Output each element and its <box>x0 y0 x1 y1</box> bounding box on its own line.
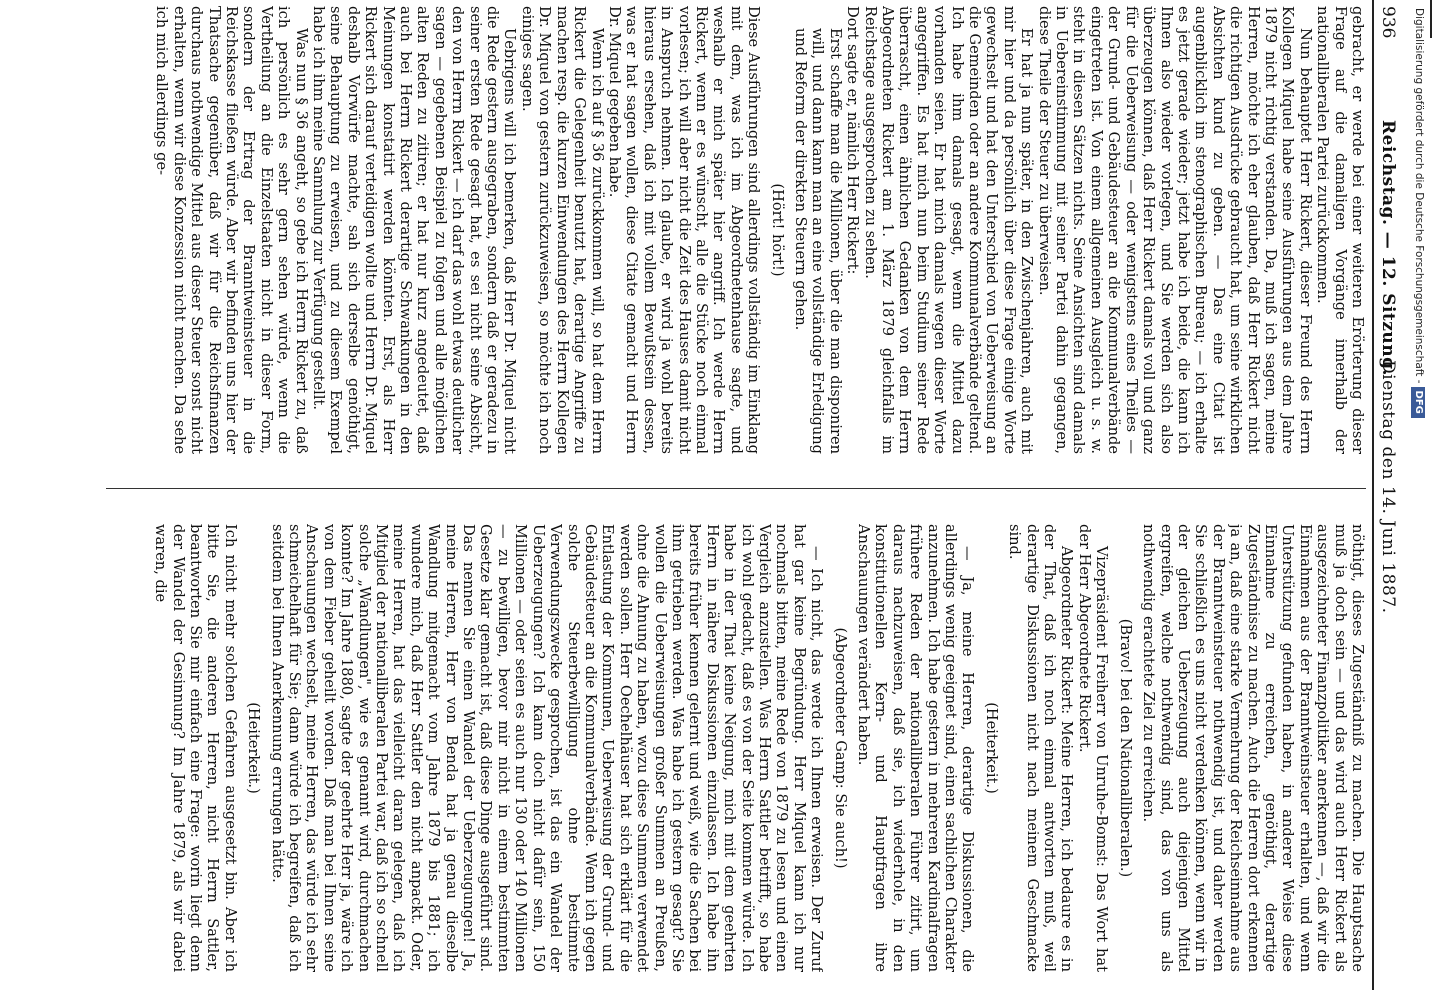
paragraph: gebracht, er werde bei einer weiteren Erörterung dieser Frage auf die damaligen Vorgänge innerhalb der nationalliberalen Partei zurückkommen. <box>1314 6 1366 454</box>
header-title: Reichstag. — 12. Sitzung. <box>1378 120 1398 376</box>
paragraph: Vizepräsident Freiherr von Unruhe-Bomst: Das Wort hat der Herr Abgeordnete Rickert. <box>1075 524 1111 972</box>
interjection: (Heiterkeit.) <box>982 702 1000 794</box>
digitization-sidebar <box>1408 0 1430 1000</box>
header-date: Dienstag den 14. Juni 1887. <box>1378 360 1398 614</box>
paragraph: Ich nicht mehr solchen Gefahren ausgesetzt bin. Aber ich bitte Sie, die anderen Herren, nicht Herrn Sattler, beantworten Sie mir einfach eine Frage: worin liegt denn der Wandel der Gesinnung? Im Jahre 1879, als wir dabei waren, die <box>152 524 239 972</box>
paragraph: Er hat ja nun später, in den Zwischenjahren, auch mit mir hier und da persönlich über diese Frage einige Worte gewechselt und hat den Unterschied von Ueberweisung an die Gemeinden oder an andere Kommunalverbände geltend. Ich habe ihm damals gesagt, wenn die Mittel dazu vorhanden seien. Er hat mich damals wegen dieser Worte angegriffen. Es hat mich nun beim Studium seiner Rede überrascht, einen ähnlichen Gedanken von dem Herrn Abgeordneten Rickert am 1. März 1879 gleichfalls im Reichstage ausgesprochen zu sehen. <box>861 6 1036 454</box>
interjection: (Bravo! bei den Nationalliberalen.) <box>1116 618 1134 878</box>
paragraph: Uebrigens will ich bemerken, daß Herr Dr. Miquel nicht die Rede gestern ausgegraben, sondern daß er geradezu in seiner ersten Rede gesagt hat, es sei nicht seine Absicht, den von Herrn Rickert — ich darf das wohl etwas deutlicher sagen — gegebenen Beispiel zu folgen und alle möglichen alten Reden zu zitiren; er hat nur kurz angedeutet, daß auch bei Herrn Rickert derartige Schwankungen in den Meinungen konstatirt werden könnten. Erst, als Herr Rickert sich darauf verteidigen wollte und Herrn Dr. Miquel deshalb Vorwürfe machte, sah sich derselbe genöthigt, seine Behauptung zu erweisen, und zu diesem Exempel habe ich ihm meine Sammlung zur Verfügung gestellt. <box>310 6 519 454</box>
dfg-logo: DFG <box>1411 387 1425 418</box>
paragraph: — Ja, meine Herren, derartige Diskussionen, die allerdings wenig geeignet sind, einen sachlichen Charakter anzunehmen. Ich habe gestern in mehreren Kardinalfragen frühere Reden der nationalliberalen Führer zitirt, um daraus nachzuweisen, daß sie, ich wiederhole, in den konstitutionellen Kern- und Hauptfragen ihre Anschauungen verändert haben. <box>855 524 977 972</box>
interjection: (Heiterkeit.) <box>245 702 263 794</box>
interjection: (Hört! hört!) <box>768 183 786 277</box>
right-column <box>74 524 1366 972</box>
funding-notice <box>1408 0 1430 1008</box>
interjection: (Abgeordneter Gamp: Sie auch!) <box>831 627 849 869</box>
paragraph: Nun behauptet Herr Rickert, dieser Freund des Herrn Kollegen Miquel habe seine Ausführungen aus dem Jahre 1879 nicht richtig verstanden. Da, muß ich sagen, meine Herren, möchte ich eher glauben, daß Herr Rickert nicht die richtigen Ausdrücke gebraucht hat, um seine wirklichen Absichten kund zu geben. — Das eine Citat ist augenblicklich im stenographischen Bureau; — ich erhalte es jetzt gerade wieder; jetzt habe ich beide, die kann ich Ihnen also wieder vorlegen, und Sie werden sich also überzeugen können, daß Herr Rickert damals voll und ganz für die Ueberweisung — oder wenigstens eines Theiles — der Grund- und Gebäudesteuer an die Kommunalverbände eingetreten ist. Von einem allgemeinen Ausgleich u. s. w. steht in diesen Sätzen nichts. Seine Ansichten sind damals in Uebereinstimmung mit seiner Partei dahin gegangen, diese Theile der Steuer zu überweisen. <box>1035 6 1314 454</box>
paragraph: Wenn ich auf § 36 zurückkommen will, so hat dem Herrn Rickert die Gelegenheit benutzt hat, derartige Angriffe zu machen resp. die kurzen Einwendungen des Herrn Kollegen Dr. Miquel von gestern zurückzuweisen, so möchte ich noch einiges sagen. <box>518 6 606 454</box>
quotation: Erst schaffe man die Millionen, über die man disponiren will, und dann kann man an eine vollständige Erledigung und Reform der direkten Steuern gehen. <box>792 28 844 454</box>
paragraph: Dort sagte er, nämlich Herr Rickert: <box>844 6 862 275</box>
paragraph: nöthigt, dieses Zugeständniß zu machen. Die Hauptsache muß ja doch sein — und das wird auch Herr Rickert als ausgezeichneter Finanzpolitiker anerkennen —, daß wir die Einnahmen aus der Branntweinsteuer erhalten, und wenn Unterstützung gefunden haben, in anderer Weise diese Einnahme zu erreichen, genöthigt, derartige Zugeständnisse zu machen. Auch die Herren dort erkennen ja an, daß eine starke Vermehrung der Reichseinnahme aus der Branntweinsteuer nothwendig ist, und daher werden Sie schließlich es uns nicht verdenken können, wenn wir in der gleichen Ueberzeugung auch diejenigen Mittel ergreifen, welche nothwendig sind, das von uns als nothwendig erachtete Ziel zu erreichen. <box>1140 524 1366 972</box>
left-column <box>74 6 1366 454</box>
page-number: 936 <box>1378 6 1398 39</box>
column-divider <box>106 488 1366 489</box>
paragraph: Abgeordneter Rickert: Meine Herren, ich bedaure es in der That, daß ich noch einmal antworten muß, weil derartige Diskussionen nicht nach meinem Geschmacke sind. <box>1006 524 1076 972</box>
paragraph: Was nun § 36 angeht, so gebe ich Herrn Rickert zu, daß ich persönlich es sehr gern sehen würde, wenn die Vertheilung an die Einzelstaaten nicht in dieser Form, sondern der Ertrag der Branntweinsteuer in die Reichskasse fließen würde. Aber wir befinden uns hier der Thatsache gegenüber, daß wir für die Reichsfinanzen durchaus nothwendige Mittel aus dieser Steuer sonst nicht erhalten, wenn wir diese Konzession nicht machen. Da sehe ich mich allerdings ge- <box>153 6 310 454</box>
paragraph: — Ich nicht, das werde ich Ihnen erweisen. Der Zuruf hat gar keine Begründung. Herr Miquel kann ich nur nochmals bitten, meine Rede von 1879 zu lesen und einen Vergleich anzustellen. Was Herrn Sattler betrifft, so habe ich wohl gedacht, daß es von der Seite kommen würde. Ich habe in der That keine Neigung, mich mit dem geehrten Herrn in nähere Diskussionen einzulassen. Ich habe ihn bereits früher kennen gelernt und weiß, wie die Sachen bei ihm getrieben werden. Was habe ich gestern gesagt? Sie wollen die Ueberweisungen großer Summen an Preußen, ohne die Ahnung zu haben, wozu diese Summen verwendet werden sollen. Herr Oechelhäuser hat sich erklärt für die Entlastung der Kommunen, Ueberweisung der Grund- und Gebäudesteuer an die Kommunalverbände. Wenn ich gegen solche Steuerbewilligung ohne bestimmte Verwendungszwecke gesprochen, ist das ein Wandel der Ueberzeugungen? Ich kann doch nicht dafür sein, 150 Millionen — oder seien es auch nur 130 oder 140 Millionen — zu bewilligen, bevor mir nicht in einem bestimmten Gesetze klar gemacht ist, daß diese Dinge ausgeführt sind. Das nennen Sie einen Wandel der Ueberzeugungen! Ja, meine Herren, Herr von Benda hat ja genau dieselbe Wandlung mitgemacht vom Jahre 1879 bis 1881; ich wundere mich, daß Herr Sattler den nicht anpackt. Oder, meine Herren, hat das vielleicht daran gelegen, daß ich Mitglied der nationalliberalen Partei war, daß ich so schnell solche „Wandlungen", wie es genannt wird, durchmachen konnte? Im Jahre 1880, sagte der geehrte Herr ja, wäre ich von dem Fieber geheilt worden. Daß man bei Ihnen seine Anschauungen wechselt, meine Herren, das würde ich sehr schmeichelhaft für Sie; dann würde ich begreifen, daß ich seitdem bei Ihnen Anerkennung errungen hätte. <box>268 524 826 972</box>
paragraph: Diese Ausführungen sind allerdings vollständig im Einklang mit dem, was ich im Abgeordnetenhause sagte, und weshalb er mich später hier angriff. Ich werde Herrn Rickert, wenn er es wünscht, alle die Stücke noch einmal vorlesen; ich will aber nicht die Zeit des Hauses damit nicht in Anspruch nehmen. Ich glaube, er wird ja wohl bereits hieraus ersehen, daß ich mit vollem Bewußtsein dessen, was er hat sagen wollen, diese Citate gemacht und Herrn Dr. Miquel gegeben habe. <box>605 6 763 454</box>
header-rule <box>1372 0 1374 990</box>
funding-text: Digitalisierung gefördert durch die Deutsche Forschungsgemeinschaft - <box>1413 8 1425 384</box>
